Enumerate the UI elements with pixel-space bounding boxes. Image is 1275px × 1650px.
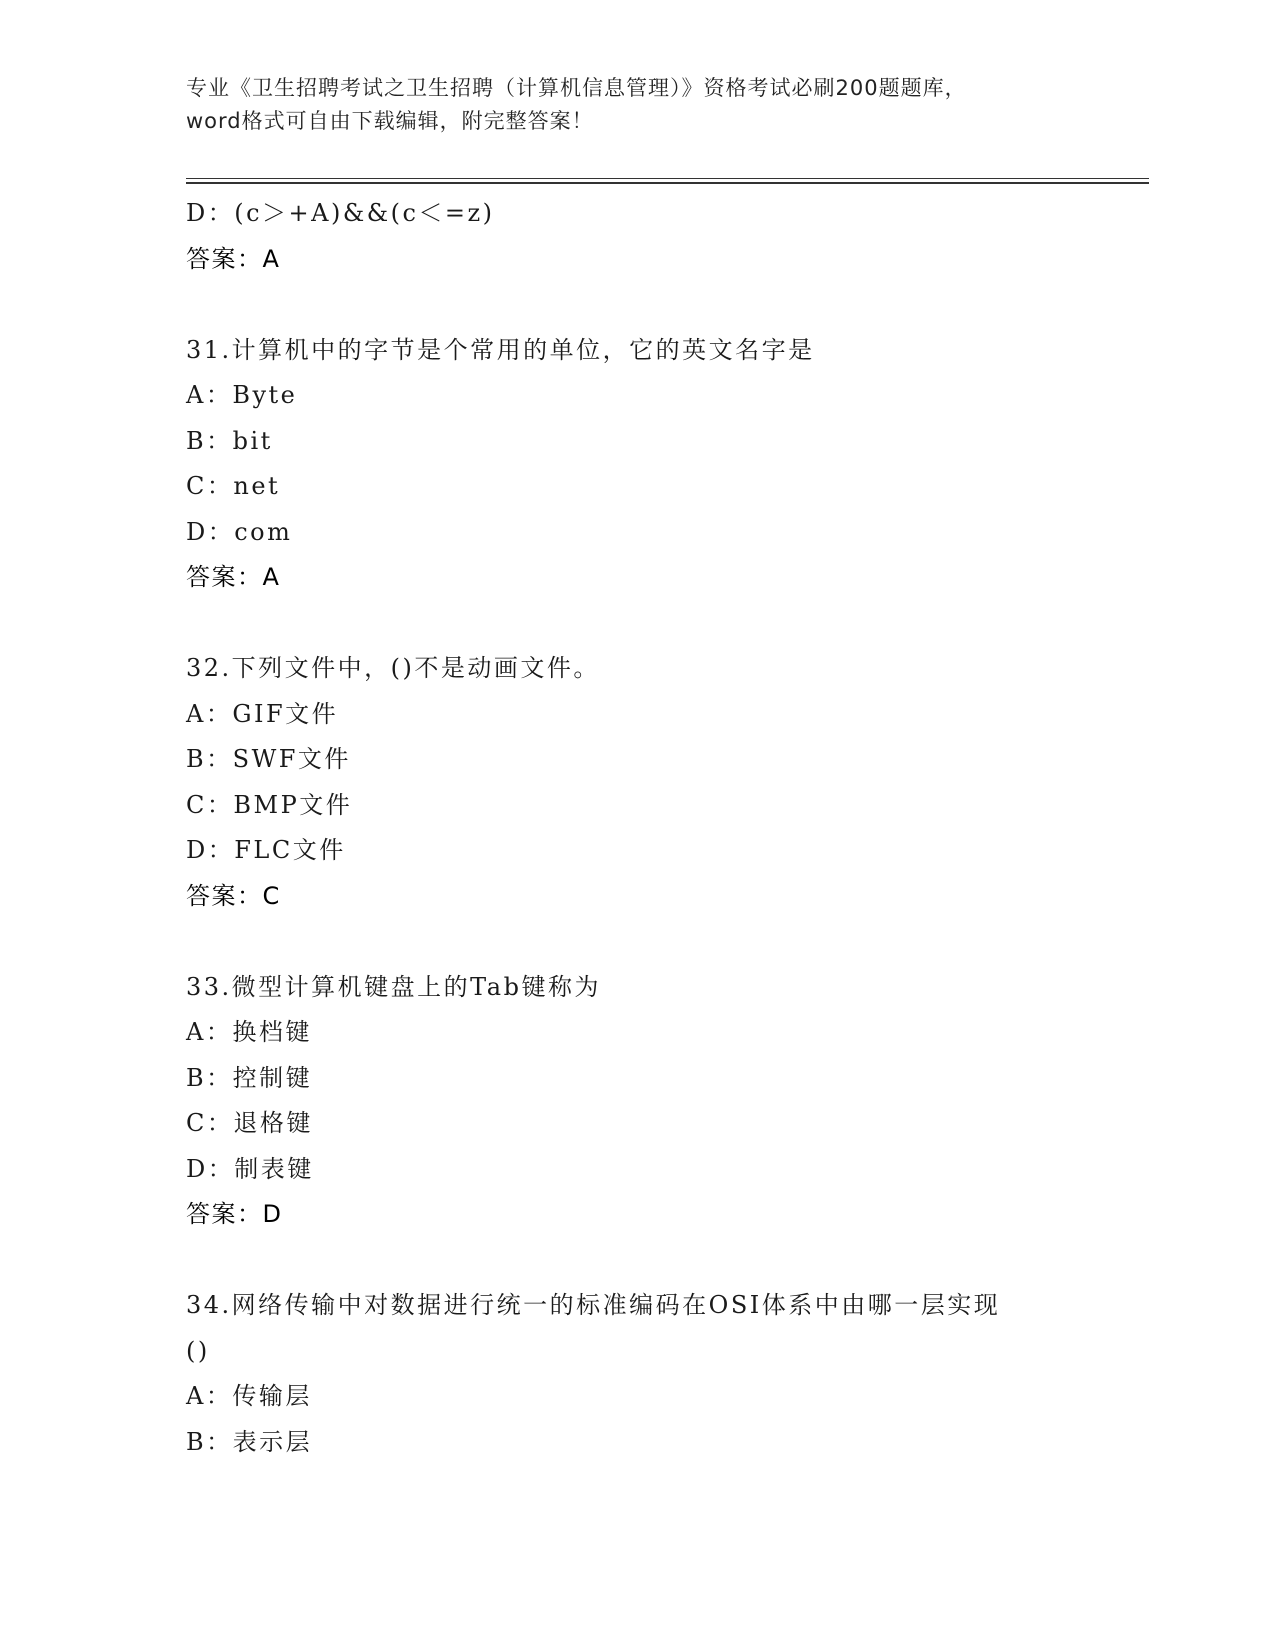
option-a: A：Byte xyxy=(186,381,298,409)
option-c: C：net xyxy=(186,472,281,500)
option-d: D：FLC文件 xyxy=(186,836,346,864)
option-b: B：SWF文件 xyxy=(186,745,351,773)
question-block-32 xyxy=(186,646,1086,919)
document-header xyxy=(186,72,1086,138)
option-b: B：控制键 xyxy=(186,1063,313,1092)
question-text-line-1: 34.网络传输中对数据进行统一的标准编码在OSI体系中由哪一层实现 xyxy=(186,1291,1001,1319)
question-block-33 xyxy=(186,965,1086,1238)
question-text: 33.微型计算机键盘上的Tab键称为 xyxy=(186,972,601,1001)
option-d: D：制表键 xyxy=(186,1154,314,1183)
question-block-prev xyxy=(186,191,1086,282)
spacer xyxy=(186,1238,1086,1284)
header-title-line-2: word格式可自由下载编辑，附完整答案！ xyxy=(186,109,594,133)
question-block-31 xyxy=(186,328,1086,601)
question-list xyxy=(186,191,1086,1465)
question-block-34 xyxy=(186,1283,1086,1465)
spacer xyxy=(186,919,1086,965)
header-title-line-1: 专业《卫生招聘考试之卫生招聘（计算机信息管理）》资格考试必刷200题题库， xyxy=(186,76,967,100)
option-c: C：退格键 xyxy=(186,1109,313,1137)
option-b: B：表示层 xyxy=(186,1427,313,1456)
header-divider-thick xyxy=(186,182,1149,184)
spacer xyxy=(186,601,1086,647)
option-a: A：传输层 xyxy=(186,1382,312,1410)
option-a: A：GIF文件 xyxy=(186,699,339,728)
question-text-line-2: () xyxy=(186,1336,210,1365)
header-divider-thin xyxy=(186,178,1149,179)
option-d: D：com xyxy=(186,517,293,546)
answer-line: 答案：A xyxy=(186,563,281,591)
question-text: 32.下列文件中，()不是动画文件。 xyxy=(186,654,600,682)
answer-line: 答案：D xyxy=(186,1200,283,1228)
answer-line: 答案：A xyxy=(186,244,281,273)
option-b: B：bit xyxy=(186,426,273,455)
answer-line: 答案：C xyxy=(186,881,281,910)
option-c: C：BMP文件 xyxy=(186,790,353,819)
option-a: A：换档键 xyxy=(186,1018,312,1046)
spacer xyxy=(186,282,1086,328)
question-text: 31.计算机中的字节是个常用的单位，它的英文名字是 xyxy=(186,335,815,364)
option-d: D：(c＞+A)&&(c＜=z) xyxy=(186,199,495,227)
